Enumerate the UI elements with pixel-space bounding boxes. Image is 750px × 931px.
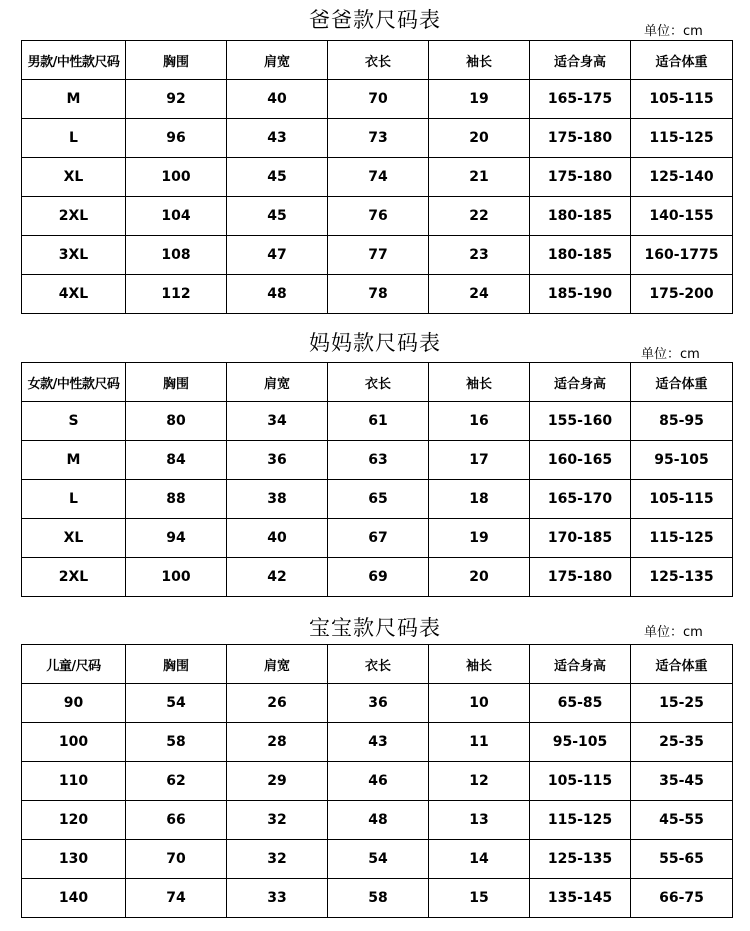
value-cell: 85-95: [631, 402, 733, 441]
value-cell: 58: [126, 723, 227, 762]
column-header: 衣长: [328, 41, 429, 80]
value-cell: 62: [126, 762, 227, 801]
value-cell: 48: [328, 801, 429, 840]
value-cell: 43: [227, 119, 328, 158]
value-cell: 43: [328, 723, 429, 762]
value-cell: 25-35: [631, 723, 733, 762]
value-cell: 42: [227, 558, 328, 597]
column-header: 肩宽: [227, 41, 328, 80]
size-cell: M: [22, 80, 126, 119]
header-row: [22, 41, 733, 80]
column-header: 男款/中性款尺码: [22, 41, 126, 80]
table-row: [22, 840, 733, 879]
value-cell: 55-65: [631, 840, 733, 879]
table-row: [22, 762, 733, 801]
table-row: [22, 441, 733, 480]
table-row: [22, 197, 733, 236]
value-cell: 40: [227, 80, 328, 119]
value-cell: 95-105: [530, 723, 631, 762]
value-cell: 45: [227, 197, 328, 236]
value-cell: 78: [328, 275, 429, 314]
value-cell: 10: [429, 684, 530, 723]
table-row: [22, 879, 733, 918]
mom-table-unit: 单位：cm: [641, 347, 700, 362]
value-cell: 33: [227, 879, 328, 918]
table-row: [22, 684, 733, 723]
value-cell: 94: [126, 519, 227, 558]
value-cell: 13: [429, 801, 530, 840]
column-header: 适合身高: [530, 645, 631, 684]
value-cell: 165-170: [530, 480, 631, 519]
value-cell: 66-75: [631, 879, 733, 918]
value-cell: 66: [126, 801, 227, 840]
value-cell: 58: [328, 879, 429, 918]
value-cell: 175-180: [530, 558, 631, 597]
size-cell: 2XL: [22, 558, 126, 597]
size-cell: 110: [22, 762, 126, 801]
dad-size-table: [21, 40, 733, 314]
value-cell: 32: [227, 840, 328, 879]
table-row: [22, 402, 733, 441]
baby-size-table: [21, 644, 733, 918]
value-cell: 115-125: [631, 119, 733, 158]
value-cell: 19: [429, 519, 530, 558]
value-cell: 74: [126, 879, 227, 918]
value-cell: 36: [328, 684, 429, 723]
value-cell: 45-55: [631, 801, 733, 840]
value-cell: 24: [429, 275, 530, 314]
value-cell: 92: [126, 80, 227, 119]
value-cell: 80: [126, 402, 227, 441]
value-cell: 180-185: [530, 197, 631, 236]
value-cell: 180-185: [530, 236, 631, 275]
value-cell: 54: [328, 840, 429, 879]
value-cell: 73: [328, 119, 429, 158]
value-cell: 20: [429, 119, 530, 158]
column-header: 适合身高: [530, 363, 631, 402]
table-row: [22, 723, 733, 762]
value-cell: 19: [429, 80, 530, 119]
value-cell: 12: [429, 762, 530, 801]
column-header: 肩宽: [227, 363, 328, 402]
value-cell: 105-115: [631, 480, 733, 519]
value-cell: 46: [328, 762, 429, 801]
value-cell: 45: [227, 158, 328, 197]
value-cell: 35-45: [631, 762, 733, 801]
value-cell: 54: [126, 684, 227, 723]
value-cell: 155-160: [530, 402, 631, 441]
size-cell: XL: [22, 519, 126, 558]
size-cell: L: [22, 119, 126, 158]
value-cell: 67: [328, 519, 429, 558]
value-cell: 61: [328, 402, 429, 441]
size-cell: M: [22, 441, 126, 480]
table-row: [22, 119, 733, 158]
value-cell: 160-165: [530, 441, 631, 480]
value-cell: 76: [328, 197, 429, 236]
value-cell: 185-190: [530, 275, 631, 314]
baby-table-unit: 单位：cm: [644, 625, 703, 640]
size-cell: 2XL: [22, 197, 126, 236]
value-cell: 65: [328, 480, 429, 519]
dad-table-title: 爸爸款尺码表: [309, 8, 441, 32]
column-header: 女款/中性款尺码: [22, 363, 126, 402]
table-row: [22, 480, 733, 519]
table-row: [22, 236, 733, 275]
column-header: 胸围: [126, 363, 227, 402]
value-cell: 63: [328, 441, 429, 480]
value-cell: 38: [227, 480, 328, 519]
value-cell: 140-155: [631, 197, 733, 236]
value-cell: 70: [126, 840, 227, 879]
column-header: 袖长: [429, 41, 530, 80]
value-cell: 175-180: [530, 119, 631, 158]
size-cell: L: [22, 480, 126, 519]
value-cell: 29: [227, 762, 328, 801]
value-cell: 125-135: [530, 840, 631, 879]
value-cell: 15: [429, 879, 530, 918]
column-header: 胸围: [126, 41, 227, 80]
value-cell: 100: [126, 158, 227, 197]
size-cell: 100: [22, 723, 126, 762]
value-cell: 84: [126, 441, 227, 480]
value-cell: 105-115: [631, 80, 733, 119]
value-cell: 165-175: [530, 80, 631, 119]
size-cell: S: [22, 402, 126, 441]
value-cell: 22: [429, 197, 530, 236]
header-row: [22, 645, 733, 684]
value-cell: 48: [227, 275, 328, 314]
value-cell: 15-25: [631, 684, 733, 723]
value-cell: 135-145: [530, 879, 631, 918]
value-cell: 65-85: [530, 684, 631, 723]
value-cell: 88: [126, 480, 227, 519]
column-header: 衣长: [328, 645, 429, 684]
table-row: [22, 801, 733, 840]
value-cell: 14: [429, 840, 530, 879]
value-cell: 160-1775: [631, 236, 733, 275]
value-cell: 175-200: [631, 275, 733, 314]
column-header: 适合身高: [530, 41, 631, 80]
value-cell: 69: [328, 558, 429, 597]
size-cell: 120: [22, 801, 126, 840]
table-row: [22, 558, 733, 597]
value-cell: 18: [429, 480, 530, 519]
value-cell: 125-135: [631, 558, 733, 597]
mom-size-table: [21, 362, 733, 597]
value-cell: 100: [126, 558, 227, 597]
size-cell: 130: [22, 840, 126, 879]
column-header: 适合体重: [631, 41, 733, 80]
value-cell: 21: [429, 158, 530, 197]
value-cell: 74: [328, 158, 429, 197]
value-cell: 104: [126, 197, 227, 236]
value-cell: 23: [429, 236, 530, 275]
value-cell: 16: [429, 402, 530, 441]
value-cell: 28: [227, 723, 328, 762]
value-cell: 36: [227, 441, 328, 480]
value-cell: 105-115: [530, 762, 631, 801]
baby-table-title: 宝宝款尺码表: [309, 616, 441, 640]
value-cell: 11: [429, 723, 530, 762]
column-header: 袖长: [429, 363, 530, 402]
column-header: 适合体重: [631, 363, 733, 402]
size-cell: XL: [22, 158, 126, 197]
value-cell: 26: [227, 684, 328, 723]
mom-table-title: 妈妈款尺码表: [309, 331, 441, 355]
dad-table-unit: 单位：cm: [644, 24, 703, 39]
value-cell: 96: [126, 119, 227, 158]
value-cell: 115-125: [631, 519, 733, 558]
value-cell: 70: [328, 80, 429, 119]
column-header: 胸围: [126, 645, 227, 684]
value-cell: 95-105: [631, 441, 733, 480]
size-cell: 140: [22, 879, 126, 918]
table-row: [22, 80, 733, 119]
value-cell: 108: [126, 236, 227, 275]
column-header: 肩宽: [227, 645, 328, 684]
value-cell: 125-140: [631, 158, 733, 197]
value-cell: 175-180: [530, 158, 631, 197]
table-row: [22, 275, 733, 314]
column-header: 适合体重: [631, 645, 733, 684]
column-header: 袖长: [429, 645, 530, 684]
column-header: 衣长: [328, 363, 429, 402]
value-cell: 40: [227, 519, 328, 558]
value-cell: 170-185: [530, 519, 631, 558]
value-cell: 47: [227, 236, 328, 275]
header-row: [22, 363, 733, 402]
value-cell: 112: [126, 275, 227, 314]
size-cell: 3XL: [22, 236, 126, 275]
size-cell: 4XL: [22, 275, 126, 314]
table-row: [22, 158, 733, 197]
value-cell: 32: [227, 801, 328, 840]
table-row: [22, 519, 733, 558]
value-cell: 34: [227, 402, 328, 441]
value-cell: 17: [429, 441, 530, 480]
value-cell: 20: [429, 558, 530, 597]
column-header: 儿童/尺码: [22, 645, 126, 684]
size-cell: 90: [22, 684, 126, 723]
value-cell: 77: [328, 236, 429, 275]
value-cell: 115-125: [530, 801, 631, 840]
